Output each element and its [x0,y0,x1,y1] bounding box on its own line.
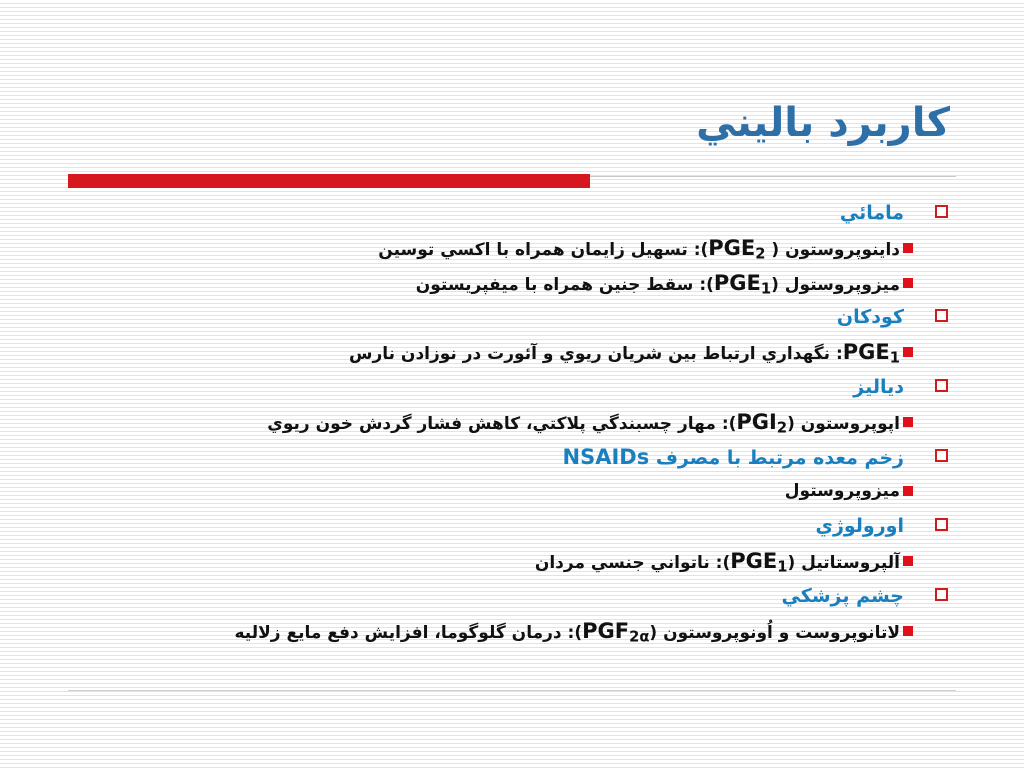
filled-square-bullet-icon [903,417,913,427]
section-heading-text: زخم معده مرتبط با مصرف [655,446,904,469]
item-text-post: ): ناتواني جنسي مردان [534,552,731,573]
item-text-pre: ميزوپروستول [784,481,900,502]
item-text-pre: ميزوپروستول ( [771,274,900,295]
list-item [68,614,948,649]
section-heading-urology [68,509,948,544]
item-text-pre: داينوپروستون ( [765,239,900,260]
section-heading-peptic-ulcer [68,440,948,475]
list-item [68,335,948,370]
section-heading-ophthalmology [68,579,948,614]
list-item [68,544,948,579]
filled-square-bullet-icon [903,556,913,566]
section-heading-text: كودكان [836,306,904,329]
filled-square-bullet-icon [903,626,913,636]
bullet-list [68,196,948,648]
list-item [68,266,948,301]
item-code: $PGE_1$ [730,548,788,576]
item-text-post: ): تسهيل زايمان همراه با اكسي توسين [378,239,709,260]
section-heading-text: مامائي [839,202,904,224]
hollow-square-bullet-icon [935,449,948,462]
list-item [68,231,948,266]
hollow-square-bullet-icon [935,205,948,218]
section-heading-pediatrics [68,300,948,335]
filled-square-bullet-icon [903,278,913,288]
section-heading-dialysis [68,370,948,405]
item-text-post: ): درمان گلوگوما، افزايش دفع مايع زلاليه [234,622,583,643]
hollow-square-bullet-icon [935,379,948,392]
item-text-pre: آلپروستاتيل ( [787,552,900,573]
section-heading-text: دياليز [853,375,904,398]
hollow-square-bullet-icon [935,588,948,601]
section-heading-code: NSAIDs [562,444,650,469]
item-text-post: ): سقط جنين همراه با ميفپريستون [415,274,714,295]
item-text-post: : نگهداري ارتباط بين شريان ريوي و آئورت در نوزادن نارس [349,344,843,365]
filled-square-bullet-icon [903,486,913,496]
hollow-square-bullet-icon [935,518,948,531]
item-code: $PGE_2$ [708,235,766,263]
title-accent-bar [68,174,590,188]
filled-square-bullet-icon [903,243,913,253]
item-code: $PGE_1$ [713,270,772,298]
item-code: $PGE_1$ [842,340,900,367]
section-heading-text: چشم پزشكي [781,584,904,607]
filled-square-bullet-icon [903,347,913,357]
section-heading-midwifery [68,196,948,231]
item-code: $PGF_{2\alpha}$ [582,618,650,646]
list-item [68,474,948,509]
item-code: $PGI_2$ [736,409,788,437]
section-heading-text: اورولوژي [815,515,904,538]
item-text-pre: اپوپروستون ( [787,413,900,434]
item-text-pre: لاتانوپروست و اُونوپروستون ( [649,622,900,643]
slide-title: كاربرد باليني [696,100,950,146]
footer-divider-line [68,690,956,691]
hollow-square-bullet-icon [935,309,948,322]
list-item [68,405,948,440]
item-text-post: ): مهار چسبندگي پلاكتي، كاهش فشار گردش خون ريوي [267,413,737,434]
